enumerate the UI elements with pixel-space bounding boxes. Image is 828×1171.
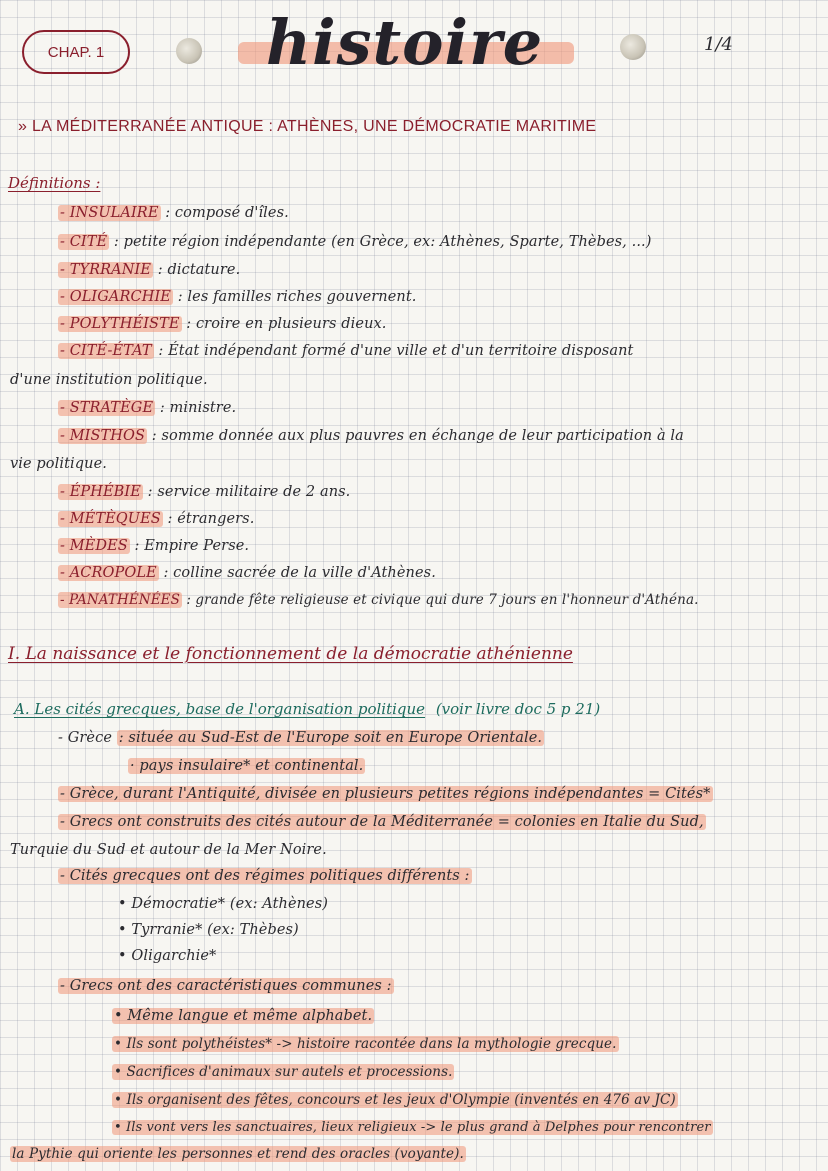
commun-heading: - Grecs ont des caractéristiques communes : (60, 978, 392, 994)
definition-text: : service militaire de 2 ans. (147, 484, 351, 500)
grece-line-2 (128, 758, 365, 774)
definition-term: - PANATHÉNÉES (60, 592, 180, 608)
subsection-reference: (voir livre doc 5 p 21) (435, 700, 601, 718)
subsection-title: A. Les cités grecques, base de l'organisation politique (14, 700, 426, 718)
chapter-label: CHAP. 1 (47, 43, 105, 61)
definition-term: - INSULAIRE (60, 205, 159, 221)
commun-bullet-polytheistes (112, 1036, 619, 1052)
definition-meteques (58, 511, 254, 527)
commun-fetes: • Ils organisent des fêtes, concours et les jeux d'Olympie (inventés en 476 av JC) (114, 1092, 676, 1108)
grece-line-1 (58, 730, 544, 746)
subsection-a-heading (14, 700, 600, 718)
commun-sacrifices: • Sacrifices d'animaux sur autels et processions. (114, 1064, 453, 1080)
commun-pythie: la Pythie qui oriente les personnes et rend des oracles (voyante). (12, 1146, 464, 1162)
definition-text: : croire en plusieurs dieux. (186, 316, 387, 332)
definition-tyrranie (58, 262, 240, 278)
definition-cite-etat (58, 343, 633, 359)
definition-text: : colline sacrée de la ville d'Athènes. (163, 565, 436, 581)
definition-term: - MÉTÈQUES (60, 511, 161, 527)
definition-term: - MISTHOS (60, 428, 146, 444)
definitions-heading: Définitions : (8, 174, 101, 192)
definition-misthos-cont: vie politique. (10, 456, 107, 472)
definition-text: : étrangers. (167, 511, 255, 527)
definition-text: : somme donnée aux plus pauvres en échange de leur participation à la (151, 428, 684, 444)
page-title: histoire (266, 6, 544, 79)
commun-langue: • Même langue et même alphabet. (114, 1008, 373, 1024)
definition-term: - STRATÈGE (60, 400, 154, 416)
commun-bullet-langue (112, 1008, 374, 1024)
definition-term: - CITÉ (60, 234, 108, 250)
definition-text: : composé d'îles. (165, 205, 289, 221)
definition-insulaire (58, 205, 289, 221)
definition-text: : grande fête religieuse et civique qui dure 7 jours en l'honneur d'Athéna. (186, 592, 699, 608)
page-number: 1/4 (704, 34, 733, 55)
grece-divisions: - Grèce, durant l'Antiquité, divisée en plusieurs petites régions indépendantes = Cités* (60, 786, 711, 802)
subject-heading: » LA MÉDITERRANÉE ANTIQUE : ATHÈNES, UNE DÉMOCRATIE MARITIME (18, 118, 597, 135)
definition-term: - TYRRANIE (60, 262, 152, 278)
definition-oligarchie (58, 289, 416, 305)
cites-bullet-oligarchie: • Oligarchie* (118, 948, 217, 964)
cites-line (58, 868, 472, 884)
grecs-line-1-cont: Turquie du Sud et autour de la Mer Noire. (10, 842, 327, 858)
definition-misthos (58, 428, 684, 444)
commun-bullet-sanctuaires-cont (10, 1146, 466, 1162)
section-title: I. La naissance et le fonctionnement de la démocratie athénienne (8, 644, 573, 664)
definition-term: - OLIGARCHIE (60, 289, 171, 305)
definition-text: : petite région indépendante (en Grèce, ex: Athènes, Sparte, Thèbes, ...) (113, 234, 652, 250)
commun-bullet-sacrifices (112, 1064, 454, 1080)
commun-polytheistes: • Ils sont polythéistes* -> histoire racontée dans la mythologie grecque. (114, 1036, 617, 1052)
definition-medes (58, 538, 249, 554)
definition-text: : Empire Perse. (134, 538, 250, 554)
grece-bullet: · pays insulaire* et continental. (130, 758, 364, 774)
binder-hole-left (176, 38, 202, 64)
definition-text: : dictature. (157, 262, 241, 278)
definition-term: - CITÉ-ÉTAT (60, 343, 152, 359)
definition-text: : État indépendant formé d'une ville et d'un territoire disposant (158, 343, 634, 359)
definition-cite-etat-cont: d'une institution politique. (10, 372, 208, 388)
binder-hole-right (620, 34, 646, 60)
grece-term: - Grèce (58, 730, 113, 746)
cites-bullet-democratie: • Démocratie* (ex: Athènes) (118, 896, 329, 912)
definition-term: - POLYTHÉISTE (60, 316, 180, 332)
grece-line-3 (58, 786, 713, 802)
chapter-badge (22, 30, 130, 74)
definition-stratege (58, 400, 236, 416)
definition-panathenees (58, 592, 699, 608)
commun-bullet-fetes (112, 1092, 678, 1108)
commun-bullet-sanctuaires (112, 1120, 713, 1135)
commun-sanctuaires: • Ils vont vers les sanctuaires, lieux religieux -> le plus grand à Delphes pour rencontrer (114, 1120, 711, 1135)
definition-text: : les familles riches gouvernent. (177, 289, 417, 305)
definition-acropole (58, 565, 436, 581)
definition-text: : ministre. (159, 400, 237, 416)
definition-cite (58, 234, 652, 250)
cites-bullet-tyrranie: • Tyrranie* (ex: Thèbes) (118, 922, 299, 938)
definition-term: - ACROPOLE (60, 565, 157, 581)
grece-text: : située au Sud-Est de l'Europe soit en Europe Orientale. (118, 730, 543, 746)
cites-regimes: - Cités grecques ont des régimes politiques différents : (60, 868, 470, 884)
commun-line (58, 978, 394, 994)
definition-polytheiste (58, 316, 387, 332)
definition-term: - ÉPHÉBIE (60, 484, 141, 500)
definition-term: - MÈDES (60, 538, 128, 554)
definition-ephebie (58, 484, 350, 500)
grecs-line-1 (58, 814, 706, 830)
grecs-colonies: - Grecs ont construits des cités autour de la Méditerranée = colonies en Italie du Sud, (60, 814, 704, 830)
